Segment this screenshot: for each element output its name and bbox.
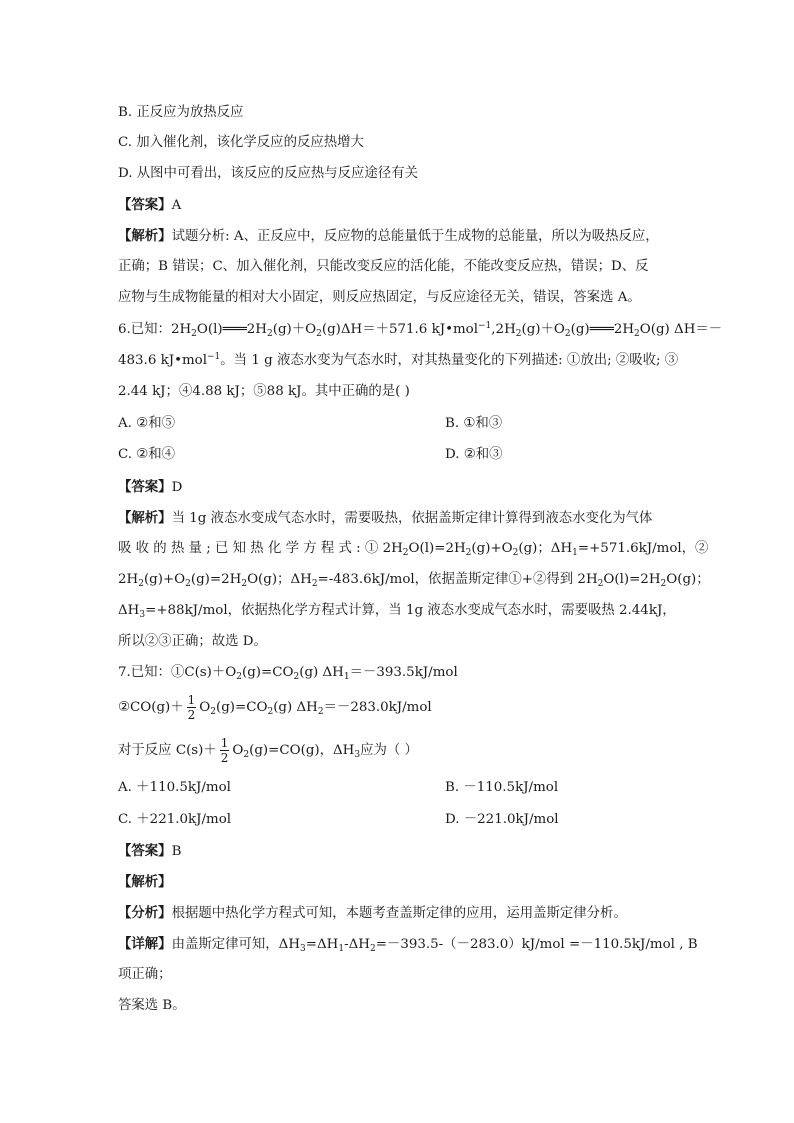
fenxi-tag: 【分析】 [118,905,172,921]
analysis-tag: 【解析】 [118,228,172,244]
answer-value: A [171,198,182,213]
q7-question-line: 对于反应 C(s)＋ $\frac{1}{2}$ $O_2(g)=CO(g)$，$\Delta H_3$应为（ ） [118,736,418,765]
fraction-one-half: $\frac{1}{2}$ [187,693,196,722]
q7-option-c: C. ＋221.0kJ/mol [118,812,232,827]
q6-stem-line-3: 2.44 kJ；④4.88 kJ；⑤88 kJ。其中正确的是( ) [118,384,410,399]
q7-equation-2: ②CO(g)＋ $\frac{1}{2}$ $O_2(g)=CO_2(g)$ $\Delta H_2=-283.0kJ$/mol [118,693,432,722]
q6-analysis-line-1: 【解析】当 1g 液态水变成气态水时，需要吸热，依据盖斯定律计算得到液态水变化为气体 [118,510,653,526]
answer-value: D [171,480,183,495]
q7-answer [118,842,181,861]
q7-equation-1: 7.已知：$①C(s)+O_2(g)=CO_2(g)$ $\Delta H_1=-393.5kJ$/mol [118,665,458,682]
q5-analysis-line-3: 应物与生成物能量的相对大小固定，则反应热固定，与反应途径无关，错误，答案选 A。 [118,290,641,305]
answer-value: B [171,844,182,859]
answer-tag: 【答案】 [118,197,172,213]
q7-xiangjie-line-1: 【详解】由盖斯定律可知，$\Delta H_3=\Delta H_1-\Delta H_2=-393.5-(-283.0)kJ$/mol =－110.5kJ/mol , B [118,936,698,954]
q6-option-b: B. ①和③ [445,416,503,431]
q7-analysis-tag: 【解析】 [118,874,172,890]
q6-analysis-line-2: 吸 收 的 热 量 ; 已 知 热 化 学 方 程 式 : ① $2H_2O(l)=2H_2(g)+O_2(g)$；$\Delta H_1=+571.6kJ$/mol，② [118,541,709,558]
q5-answer [118,196,181,215]
q6-option-a: A. ②和⑤ [118,416,175,431]
q6-option-c: C. ②和④ [118,447,176,462]
q6-answer [118,478,182,497]
q5-option-d: D. 从图中可看出，该反应的反应热与反应途径有关 [118,166,418,181]
q7-option-d: D. －221.0kJ/mol [445,812,559,827]
q7-fenxi: 【分析】根据题中热化学方程式可知，本题考查盖斯定律的应用，运用盖斯定律分析。 [118,905,627,921]
q6-analysis-line-5: 所以②③正确；故选 D。 [118,634,267,649]
q7-xiangjie-line-2: 项正确； [118,967,172,982]
q7-option-b: B. －110.5kJ/mol [445,780,559,795]
q7-conclusion: 答案选 B。 [118,998,186,1013]
q5-analysis-line-2: 正确；B 错误；C、加入催化剂，只能改变反应的活化能，不能改变反应热，错误；D、反 [118,259,649,274]
fraction-one-half: $\frac{1}{2}$ [220,736,229,765]
answer-tag: 【答案】 [118,843,172,859]
q6-stem-line-2: 483.6 kJ•mol$^{-1}$。当 1 g 液态水变为气态水时，对其热量变化的下列描述: ①放出; ②吸收; ③ [118,352,679,368]
q5-option-c: C. 加入催化剂，该化学反应的反应热增大 [118,135,364,150]
q5-option-b: B. 正反应为放热反应 [118,105,244,120]
analysis-tag: 【解析】 [118,510,172,526]
q5-analysis-line-1: 【解析】试题分析: A、正反应中，反应物的总能量低于生成物的总能量，所以为吸热反应， [118,228,659,244]
q6-analysis-line-3: $2H_2(g)+O_2(g)=2H_2O(g)$；$\Delta H_2=-483.6kJ$/mol，依据盖斯定律①+②得到 $2H_2O(l)=2H_2O(g)$； [118,572,710,589]
answer-tag: 【答案】 [118,479,172,495]
q6-analysis-line-4: $\Delta H_3=+88kJ$/mol，依据热化学方程式计算，当 1g 液态水变成气态水时，需要吸热 2.44kJ， [118,603,676,620]
q7-option-a: A. ＋110.5kJ/mol [118,780,231,795]
q6-option-d: D. ②和③ [445,447,503,462]
q6-stem-line-1: 6.已知：$2H_2O(l)═══2H_2(g)+O_2(g)\Delta H=+571.6$ $kJ•mol^{-1},2H_2(g)+O_2(g)═══2H_2O(g)$ ΔH＝－ [118,321,723,339]
xiangjie-tag: 【详解】 [118,936,172,952]
